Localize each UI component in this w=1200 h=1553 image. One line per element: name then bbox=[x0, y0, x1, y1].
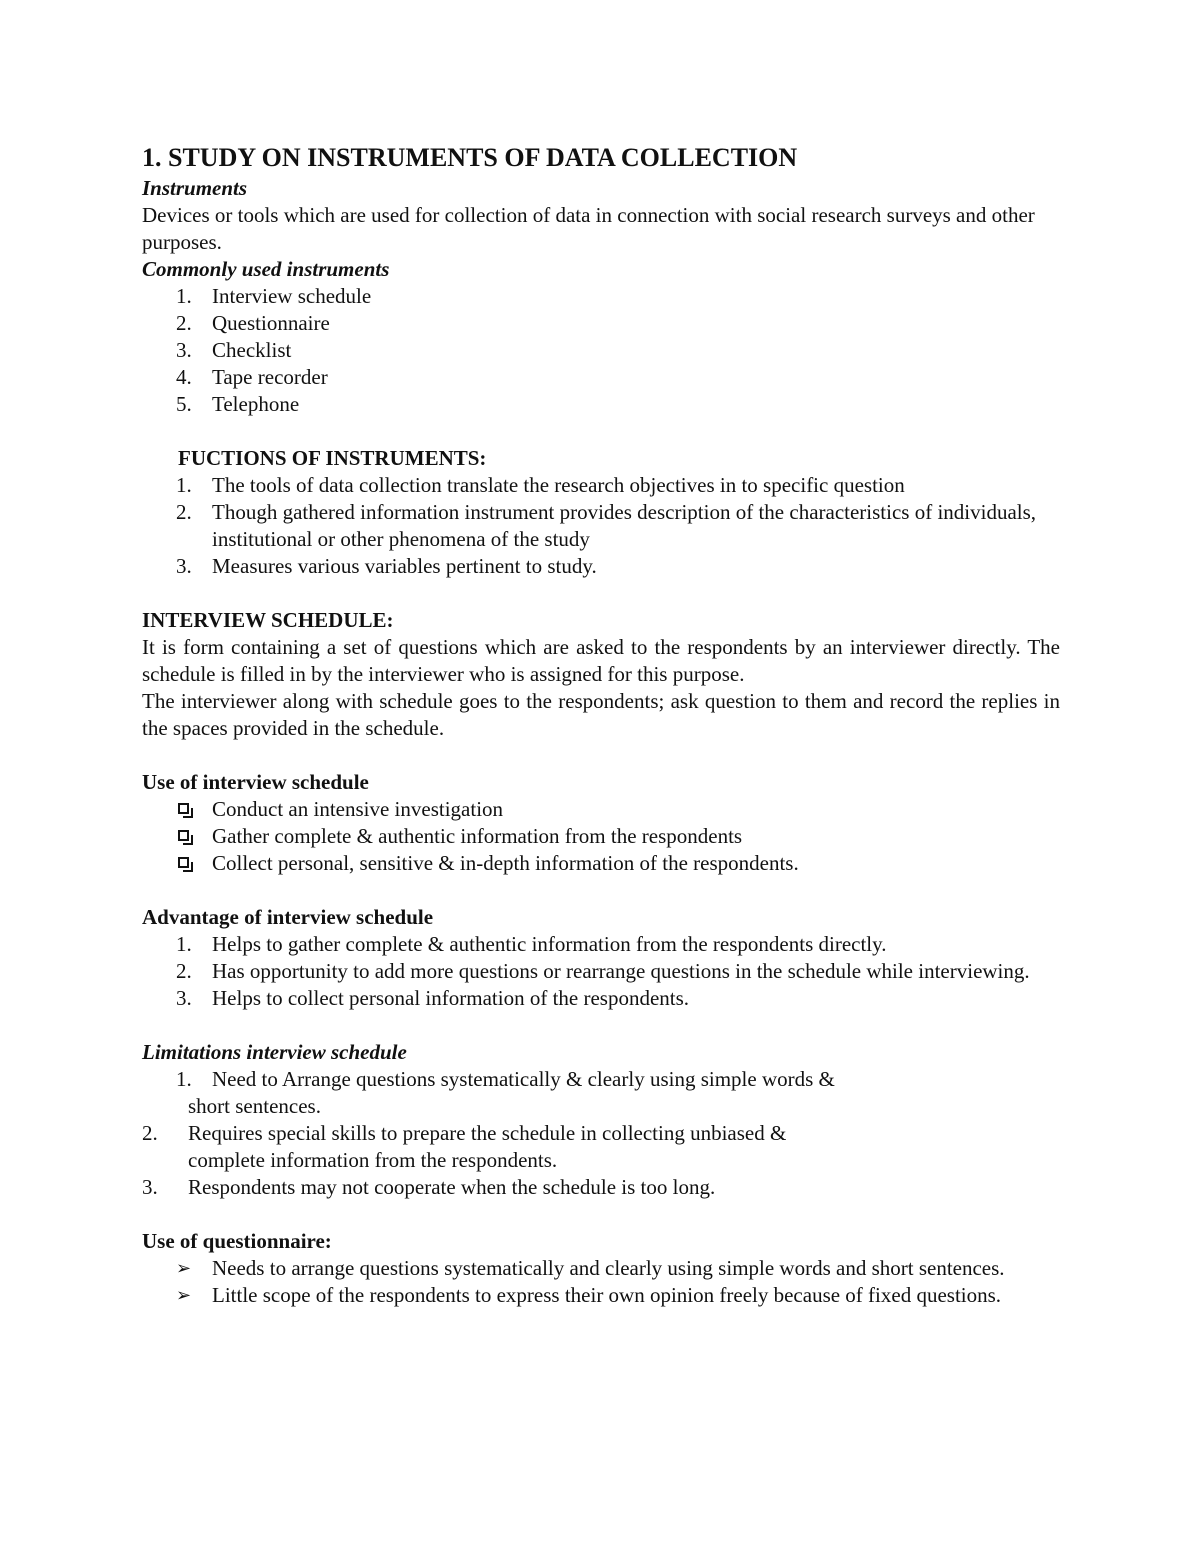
checkbox-bullet-icon bbox=[178, 857, 189, 868]
arrow-bullet-icon: ➢ bbox=[176, 1285, 192, 1306]
use-questionnaire-heading: Use of questionnaire: bbox=[142, 1229, 332, 1253]
interview-para-2: The interviewer along with schedule goes to the respondents; ask question to them and record the replies in the spaces provided in the schedule. bbox=[142, 689, 1060, 740]
list-item: 2. Though gathered information instrument provides description of the characteristics of individuals, institutional or other phenomena of the study bbox=[176, 500, 1037, 551]
limitations-list bbox=[142, 1066, 1060, 1201]
checkbox-bullet-icon bbox=[178, 803, 189, 814]
list-item: Collect personal, sensitive & in-depth information of the respondents. bbox=[142, 850, 1060, 877]
common-instruments-list bbox=[142, 283, 1060, 418]
list-item: 3. Checklist bbox=[176, 338, 292, 362]
instruments-heading: Instruments bbox=[142, 176, 248, 200]
instruments-definition: Devices or tools which are used for collection of data in connection with social research surveys and other purposes. bbox=[142, 203, 1035, 254]
list-item: 1. Need to Arrange questions systematically & clearly using simple words & bbox=[176, 1067, 835, 1091]
use-interview-heading: Use of interview schedule bbox=[142, 770, 369, 794]
list-item-continuation: short sentences. bbox=[188, 1094, 321, 1118]
use-interview-list bbox=[142, 796, 1060, 877]
page-title: 1. STUDY ON INSTRUMENTS OF DATA COLLECTION bbox=[142, 143, 798, 172]
list-item: ➢ Needs to arrange questions systematically and clearly using simple words and short sentences. bbox=[176, 1256, 1005, 1280]
list-item: 2. Has opportunity to add more questions or rearrange questions in the schedule while interviewing. bbox=[176, 959, 1030, 983]
arrow-bullet-icon: ➢ bbox=[176, 1258, 192, 1279]
document-page bbox=[142, 143, 1060, 1309]
list-item: 1. The tools of data collection translate the research objectives in to specific question bbox=[176, 473, 905, 497]
list-item-continuation: complete information from the respondents. bbox=[188, 1148, 558, 1172]
use-questionnaire-list bbox=[142, 1255, 1060, 1309]
list-item: 3. Helps to collect personal information of the respondents. bbox=[176, 986, 690, 1010]
list-item: ➢ Little scope of the respondents to express their own opinion freely because of fixed questions. bbox=[176, 1283, 1002, 1307]
list-item: 2. Requires special skills to prepare the schedule in collecting unbiased & bbox=[142, 1121, 787, 1145]
list-item: 1. Interview schedule bbox=[176, 284, 372, 308]
list-item: 3. Respondents may not cooperate when the schedule is too long. bbox=[142, 1175, 716, 1199]
checkbox-bullet-icon bbox=[178, 830, 189, 841]
common-instruments-heading: Commonly used instruments bbox=[142, 257, 390, 281]
advantage-heading: Advantage of interview schedule bbox=[142, 905, 434, 929]
list-item: 2. Questionnaire bbox=[176, 311, 330, 335]
list-item: Gather complete & authentic information from the respondents bbox=[142, 823, 1060, 850]
list-item: 5. Telephone bbox=[176, 392, 300, 416]
functions-heading: FUCTIONS OF INSTRUMENTS: bbox=[178, 446, 487, 470]
interview-schedule-heading: INTERVIEW SCHEDULE: bbox=[142, 608, 394, 632]
list-item: 1. Helps to gather complete & authentic information from the respondents directly. bbox=[176, 932, 887, 956]
list-item: Conduct an intensive investigation bbox=[142, 796, 1060, 823]
functions-list bbox=[142, 472, 1060, 580]
list-item: 4. Tape recorder bbox=[176, 365, 328, 389]
advantage-list bbox=[142, 931, 1060, 1012]
limitations-heading: Limitations interview schedule bbox=[142, 1040, 407, 1064]
list-item: 3. Measures various variables pertinent to study. bbox=[176, 554, 597, 578]
interview-para-1: It is form containing a set of questions which are asked to the respondents by an interviewer directly. The schedule is filled in by the interviewer who is assigned for this purpose. bbox=[142, 635, 1060, 686]
